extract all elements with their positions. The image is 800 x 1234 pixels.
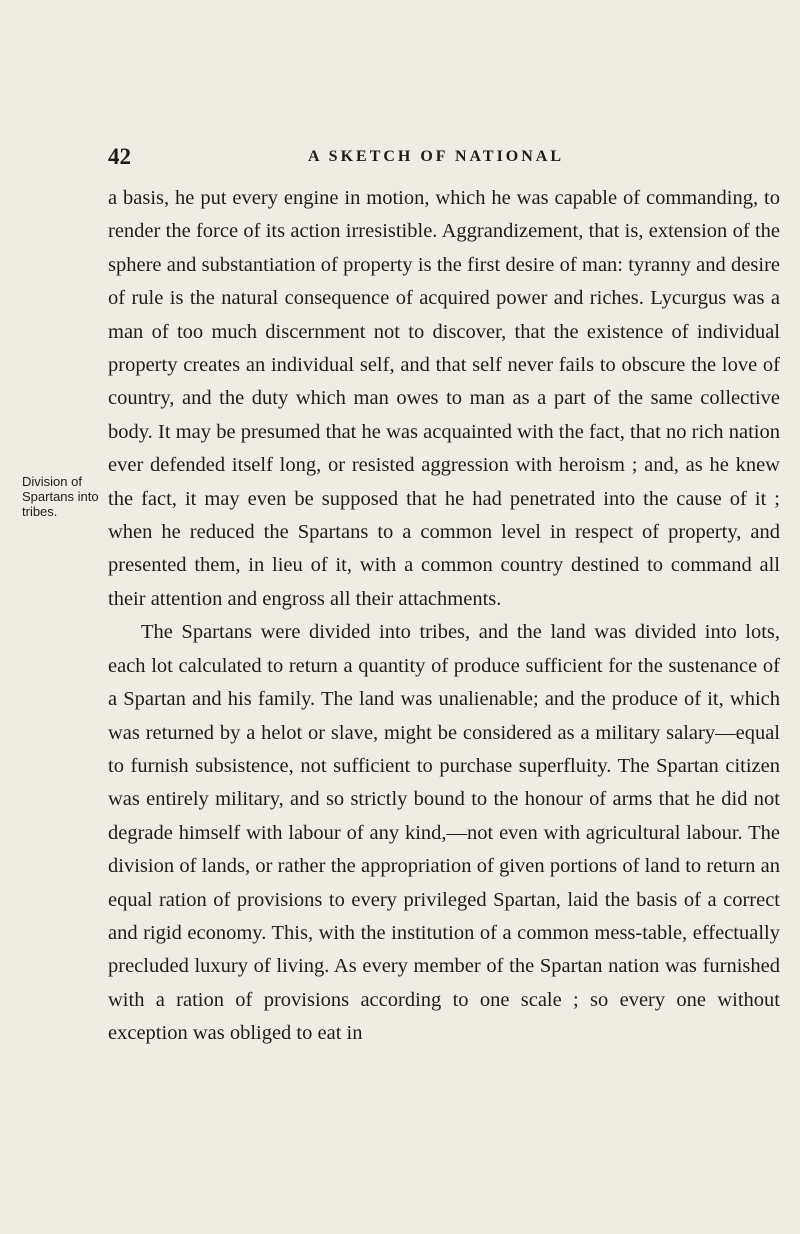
page-header xyxy=(108,144,788,174)
paragraph-spartan-tribes: The Spartans were divided into tribes, and the land was divided into lots, each lot calculated to return a quantity of produce sufficient for the sustenance of a Spartan and his family. The land was unalienable; and the produce of it, which was returned by a helot or slave, might be considered as a military salary—equal to furnish subsistence, not sufficient to purchase superfluity. The Spartan citizen was entirely military, and so strictly bound to the honour of arms that he did not degrade himself with labour of any kind,—not even with agricultural labour. The division of lands, or rather the appropriation of given portions of land to return an equal ration of provisions to every privileged Spartan, laid the basis of a correct and rigid economy. This, with the institution of a common mess-table, effectually precluded luxury of living. As every member of the Spartan nation was furnished with a ration of provisions according to one scale ; so every one without exception was obliged to eat in xyxy=(108,621,780,1045)
margin-note-line: Division of xyxy=(22,474,82,489)
body-text xyxy=(108,182,780,1051)
margin-note xyxy=(22,474,104,519)
page-number: 42 xyxy=(108,144,131,169)
margin-note-line: tribes. xyxy=(22,504,58,519)
margin-note-line: Spartans into xyxy=(22,489,99,504)
running-head: A SKETCH OF NATIONAL xyxy=(308,148,565,165)
paragraph-continued: a basis, he put every engine in motion, which he was capable of commanding, to render the force of its action irresistible. Aggrandizement, that is, extension of the sphere and substantiation of property is the first desire of man: tyranny and desire of rule is the natural consequence of acquired power and riches. Lycurgus was a man of too much discernment not to discover, that the existence of individual property creates an individual self, and that self never fails to obscure the love of country, and the duty which man owes to man as a part of the same collective body. It may be presumed that he was acquainted with the fact, that no rich nation ever defended itself long, or resisted aggression with heroism ; and, as he knew the fact, it may even be supposed that he had penetrated into the cause of it ; when he reduced the Spartans to a common level in respect of property, and presented them, in lieu of it, with a common country destined to command all their attention and engross all their attachments. xyxy=(108,187,780,610)
